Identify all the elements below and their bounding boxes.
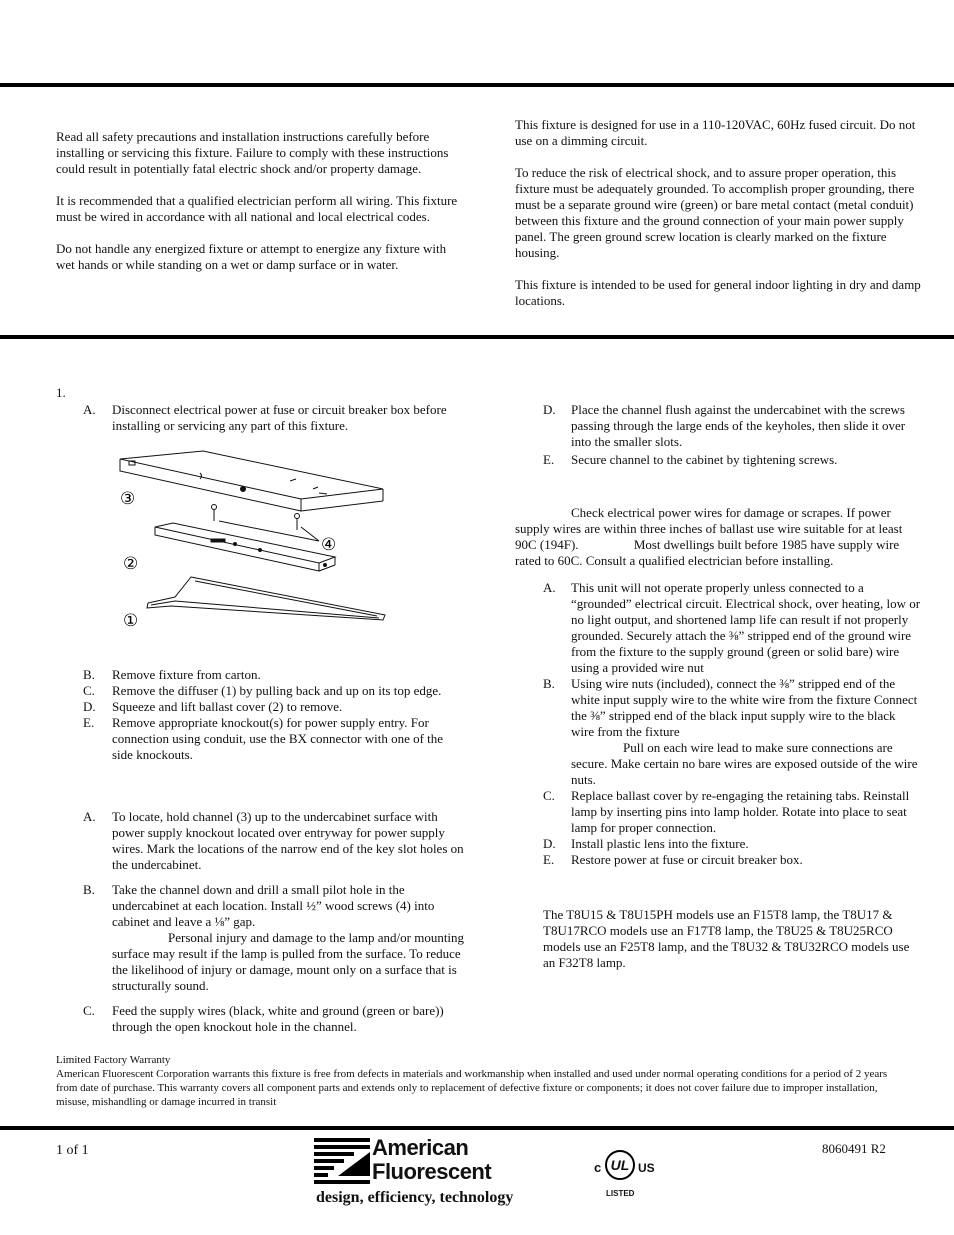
logo-line-1: American bbox=[372, 1135, 469, 1160]
item-label: C. bbox=[543, 788, 555, 803]
safety-left-column bbox=[56, 129, 466, 289]
ul-c: c bbox=[594, 1160, 602, 1175]
channel-drawing bbox=[120, 451, 383, 511]
ul-circle bbox=[605, 1150, 635, 1180]
list-item bbox=[515, 676, 921, 788]
warranty-title: Limited Factory Warranty bbox=[56, 1054, 171, 1066]
step2-list bbox=[56, 809, 466, 1035]
safety-right-column bbox=[515, 117, 925, 325]
ul-listed-mark bbox=[592, 1148, 672, 1204]
list-item bbox=[56, 809, 466, 873]
middle-rule bbox=[0, 335, 954, 339]
item-label: A. bbox=[543, 580, 556, 595]
callout-2: ② bbox=[123, 554, 139, 574]
ul-us: US bbox=[638, 1161, 655, 1175]
safety-paragraph: Do not handle any energized fixture or attempt to energize any fixture with wet hands or while standing on a wet or damp surface or in water. bbox=[56, 241, 447, 272]
list-item bbox=[56, 882, 466, 994]
item-text: Replace ballast cover by re-engaging the retaining tabs. Reinstall lamp by inserting pins into lamp holder. Rotate into place to seat lamp for proper connection. bbox=[571, 788, 910, 835]
caution-text: Pull on each wire lead to make sure connections are secure. Make certain no bare wires are exposed outside of the wire nuts. bbox=[571, 740, 918, 787]
company-logo bbox=[314, 1136, 576, 1210]
item-label: B. bbox=[543, 676, 555, 691]
item-text: Restore power at fuse or circuit breaker box. bbox=[571, 852, 803, 867]
safety-paragraph: This fixture is designed for use in a 110-120VAC, 60Hz fused circuit. Do not use on a dimming circuit. bbox=[515, 117, 916, 148]
caution-text: Personal injury and damage to the lamp and/or mounting surface may result if the lamp is pulled from the surface. To reduce the likelihood of injury or damage, mount only on a surface that is structurally sound. bbox=[112, 930, 465, 993]
safety-paragraph: To reduce the risk of electrical shock, and to assure proper operation, this fixture must be adequately grounded. To accomplish proper grounding, there must be a separate ground wire (green) or bare metal contact (metal conduit) between this fixture and the ground connection of your main power supply panel. The green ground screw location is clearly marked on the fixture housing. bbox=[515, 165, 915, 260]
page-number: 1 of 1 bbox=[56, 1143, 89, 1158]
item-label: A. bbox=[83, 402, 96, 417]
ballast-cover-drawing bbox=[155, 523, 335, 571]
item-text: Remove appropriate knockout(s) for power supply entry. For connection using conduit, use the BX connector with one of the side knockouts. bbox=[112, 715, 444, 762]
list-item bbox=[56, 1003, 466, 1035]
item-label: A. bbox=[83, 809, 96, 824]
safety-paragraph: This fixture is intended to be used for general indoor lighting in dry and damp locations. bbox=[515, 277, 921, 308]
top-rule bbox=[0, 83, 954, 87]
list-item bbox=[515, 852, 921, 868]
step3-intro bbox=[515, 505, 925, 569]
item-text: This unit will not operate properly unless connected to a “grounded” electrical circuit. Electrical shock, over heating, low or no light output, and shortened lamp life can result if not properly grounded. Securely attach the ⅜” stripped end of the ground wire from the fixture to the supply ground (green or solid bare) wire using a provided wire nut bbox=[571, 580, 921, 675]
item-text: Feed the supply wires (black, white and ground (green or bare)) through the open knockout hole in the channel. bbox=[112, 1003, 444, 1034]
list-item bbox=[515, 452, 915, 468]
item-text: To locate, hold channel (3) up to the undercabinet surface with power supply knockout located over entryway for power supply wires. Mark the locations of the narrow end of the key slot holes on the undercabinet. bbox=[112, 809, 464, 872]
item-label: C. bbox=[83, 683, 95, 698]
list-item bbox=[56, 699, 456, 715]
item-text: Squeeze and lift ballast cover (2) to remove. bbox=[112, 699, 343, 714]
item-text: Place the channel flush against the undercabinet with the screws passing through the large ends of the keyholes, then slide it over into the smaller slots. bbox=[571, 402, 906, 449]
item-text: Secure channel to the cabinet by tightening screws. bbox=[571, 452, 838, 467]
item-text: Disconnect electrical power at fuse or circuit breaker box before installing or servicing any part of this fixture. bbox=[112, 402, 447, 433]
item-label: E. bbox=[83, 715, 95, 730]
ul-listed: LISTED bbox=[606, 1189, 635, 1198]
item-text: Install plastic lens into the fixture. bbox=[571, 836, 749, 851]
logo-tagline: design, efficiency, technology bbox=[316, 1189, 514, 1206]
list-item bbox=[515, 402, 915, 450]
safety-paragraph: It is recommended that a qualified electrician perform all wiring. This fixture must be wired in accordance with all national and local electrical codes. bbox=[56, 193, 458, 224]
item-text: Using wire nuts (included), connect the ⅜” stripped end of the white input supply wire to the white wire from the fixture Connect the ⅜” stripped end of the black input supply wire to the black wire from the fixture bbox=[571, 676, 918, 739]
warranty bbox=[56, 1053, 896, 1109]
item-text: Remove fixture from carton. bbox=[112, 667, 261, 682]
item-label: B. bbox=[83, 882, 95, 897]
intro-text: Check electrical power wires for damage or scrapes. If power supply wires are within three inches of ballast use wire suitable for at least 90C (194F). bbox=[515, 505, 903, 552]
logo-stripes-icon bbox=[314, 1138, 370, 1186]
item-text: Remove the diffuser (1) by pulling back and up on its top edge. bbox=[112, 683, 442, 698]
callout-1: ① bbox=[123, 611, 139, 631]
step2-right-list bbox=[515, 402, 915, 468]
item-label: E. bbox=[543, 452, 555, 467]
document-number: 8060491 R2 bbox=[822, 1141, 886, 1156]
list-item bbox=[515, 580, 921, 676]
callout-3: ③ bbox=[120, 489, 136, 509]
step-number: 1. bbox=[56, 385, 66, 400]
warranty-text: American Fluorescent Corporation warrants this fixture is free from defects in materials and workmanship when installed and used under normal operating conditions for a period of 2 years from date of purchase. This warranty covers all component parts and extends only to replacement of defective fixture or components; it does not cover failure due to improper installation, misuse, mishandling or damage incurred in transit bbox=[56, 1068, 888, 1108]
step1-a bbox=[56, 402, 456, 434]
item-label: C. bbox=[83, 1003, 95, 1018]
item-label: E. bbox=[543, 852, 555, 867]
item-label: D. bbox=[543, 402, 556, 417]
callout-4: ④ bbox=[321, 535, 337, 555]
list-item bbox=[56, 683, 456, 699]
item-text: Take the channel down and drill a small pilot hole in the undercabinet at each location. Install ½” wood screws (4) into cabinet and leave a ⅛” gap. bbox=[112, 882, 435, 929]
step1-list bbox=[56, 667, 456, 763]
lamp-note: The T8U15 & T8U15PH models use an F15T8 lamp, the T8U17 & T8U17RCO models use an F17T8 lamp, the T8U25 & T8U25RCO models use an F25T8 lamp, and the T8U32 & T8U32RCO models use an F32T8 lamp. bbox=[543, 907, 910, 970]
logo-line-2: Fluorescent bbox=[372, 1159, 492, 1184]
footer-rule bbox=[0, 1126, 954, 1130]
list-item bbox=[56, 402, 456, 434]
diffuser-drawing bbox=[147, 577, 385, 620]
list-item bbox=[515, 836, 921, 852]
fixture-exploded-diagram bbox=[115, 445, 390, 640]
intro-text: Most dwellings built before 1985 have supply wire rated to 60C. Consult a qualified electrician before installing. bbox=[515, 537, 900, 568]
item-label: D. bbox=[83, 699, 96, 714]
list-item bbox=[515, 788, 921, 836]
list-item bbox=[56, 715, 456, 763]
item-label: B. bbox=[83, 667, 95, 682]
item-label: D. bbox=[543, 836, 556, 851]
list-item bbox=[56, 667, 456, 683]
ul-text: UL bbox=[610, 1157, 630, 1173]
safety-paragraph: Read all safety precautions and installation instructions carefully before installing or servicing this fixture. Failure to comply with these instructions could result in potentially fatal electric shock and/or property damage. bbox=[56, 129, 449, 176]
step3-list bbox=[515, 580, 921, 868]
